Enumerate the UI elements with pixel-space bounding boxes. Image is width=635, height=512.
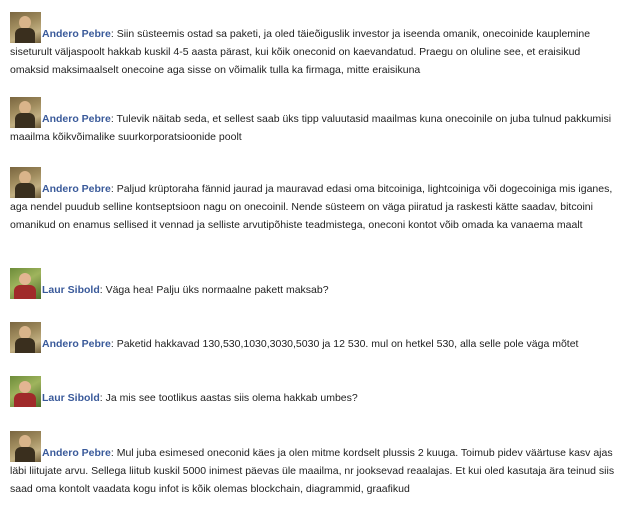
author-separator: : bbox=[110, 183, 117, 195]
comment-text: Mul juba esimesed oneconid käes ja olen mitme kordselt plussis 2 kuuga. Toimub pidev väärtuse kasv ajas läbi liitujate arvu. Sellega liitub kuskil 5000 inimest päevas üle maailma, nr jooksevad reaalajas. Et kui oled kasutaja ära teinud siis saad oma kontolt vaadata kogu infot is kõik olemas blockchain, diagrammid, graafikud bbox=[10, 447, 615, 495]
comment-item bbox=[10, 376, 622, 407]
user-avatar-andero[interactable] bbox=[10, 167, 41, 198]
user-avatar-andero[interactable] bbox=[10, 322, 41, 353]
comment-text: Paljud krüptoraha fännid jaurad ja mauravad edasi oma bitcoiniga, lightcoiniga või dogecoiniga mis iganes, aga nendel puudub selline kontseptsioon nagu on onecoinil. Nende süsteem on väga piiratud ja raskesti kätte saadav, bitcoini omanikud on enamus sellised it vennad ja selliste arvutipõhiste teadmistega, oneconi kontot võib omada ka vanaema maalt bbox=[10, 183, 613, 231]
author-separator: : bbox=[110, 113, 117, 125]
comment-author-link[interactable]: Andero Pebre bbox=[42, 113, 111, 125]
author-separator: : bbox=[99, 392, 106, 404]
comment-item bbox=[10, 322, 622, 353]
comment-author-link[interactable]: Laur Sibold bbox=[42, 284, 100, 296]
user-avatar-andero[interactable] bbox=[10, 97, 41, 128]
comment-author-link[interactable]: Andero Pebre bbox=[42, 183, 111, 195]
comment-author-link[interactable]: Laur Sibold bbox=[42, 392, 100, 404]
comment-text: Väga hea! Palju üks normaalne pakett maksab? bbox=[105, 284, 329, 296]
author-separator: : bbox=[110, 28, 117, 40]
comment-item bbox=[10, 97, 622, 146]
comment-item bbox=[10, 268, 622, 299]
comment-text: Paketid hakkavad 130,530,1030,3030,5030 ja 12 530. mul on hetkel 530, alla selle pole väga mõtet bbox=[116, 338, 579, 350]
author-separator: : bbox=[99, 284, 106, 296]
author-separator: : bbox=[110, 447, 117, 459]
user-avatar-andero[interactable] bbox=[10, 431, 41, 462]
user-avatar-andero[interactable] bbox=[10, 12, 41, 43]
author-separator: : bbox=[110, 338, 117, 350]
comment-text: Ja mis see tootlikus aastas siis olema hakkab umbes? bbox=[105, 392, 358, 404]
user-avatar-laur[interactable] bbox=[10, 376, 41, 407]
comment-author-link[interactable]: Andero Pebre bbox=[42, 447, 111, 459]
comment-item bbox=[10, 431, 622, 498]
comment-item bbox=[10, 12, 622, 79]
comment-text: Tulevik näitab seda, et sellest saab üks tipp valuutasid maailmas kuna onecoinile on juba tulnud pakkumisi maailma kõikvõimalike suurkorporatsioonide poolt bbox=[10, 113, 612, 143]
user-avatar-laur[interactable] bbox=[10, 268, 41, 299]
comment-text: Siin süsteemis ostad sa paketi, ja oled täieõiguslik investor ja iseenda omanik, onecoinide kauplemine siseturult väljaspoolt hakkab kuskil 4-5 aasta pärast, kui kõik oneconid on kaevandatud. Praegu on oluline see, et eraisikud omaksid maksimaalselt onecoine aga sisse on võimalik tulla ka firmaga, mitte eraisikuna bbox=[10, 28, 591, 76]
comment-author-link[interactable]: Andero Pebre bbox=[42, 338, 111, 350]
comment-author-link[interactable]: Andero Pebre bbox=[42, 28, 111, 40]
comment-item bbox=[10, 167, 622, 234]
